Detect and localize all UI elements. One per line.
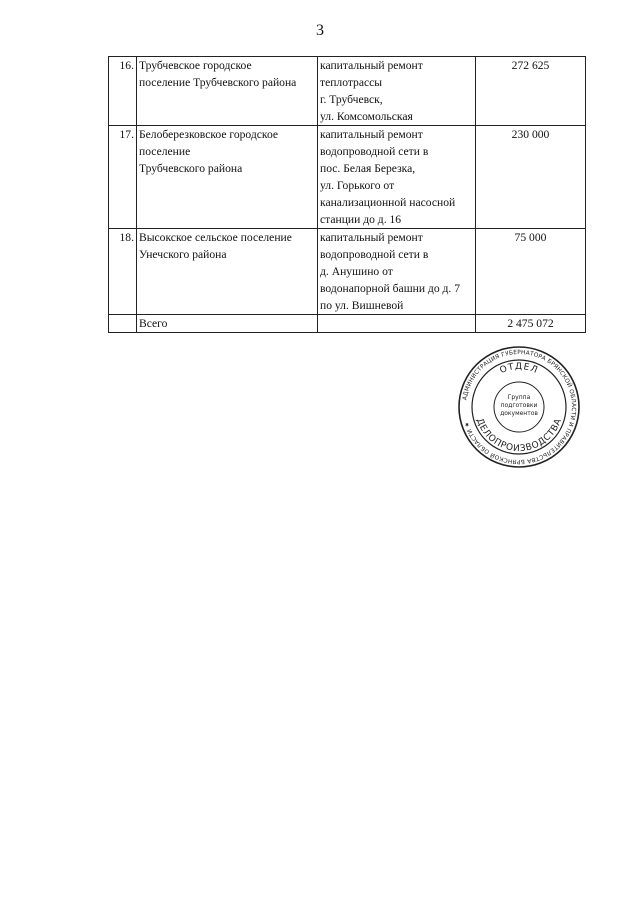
row-number: 17. bbox=[109, 126, 137, 229]
table-row bbox=[109, 229, 586, 315]
svg-text:документов: документов bbox=[500, 410, 538, 417]
stamp-seal-icon bbox=[457, 345, 581, 469]
page-number: 3 bbox=[316, 22, 324, 39]
amount: 230 000 bbox=[476, 126, 586, 229]
table-row bbox=[109, 126, 586, 229]
work-description: капитальный ремонт водопроводной сети в пос. Белая Березка, ул. Горького от канализационной насосной станции до д. 16 bbox=[318, 126, 476, 229]
svg-text:АДМИНИСТРАЦИЯ ГУБЕРНАТОРА БРЯН: АДМИНИСТРАЦИЯ ГУБЕРНАТОРА БРЯНСКОЙ ОБЛАСТИ И ПРАВИТЕЛЬСТВА БРЯНСКОЙ ОБЛАСТИ ★ bbox=[462, 349, 577, 465]
svg-text:ДЕЛОПРОИЗВОДСТВА: ДЕЛОПРОИЗВОДСТВА bbox=[473, 417, 565, 455]
svg-text:подготовки: подготовки bbox=[500, 402, 538, 409]
total-empty-cell bbox=[318, 315, 476, 333]
settlement-name: Трубчевское городское поселение Трубчевского района bbox=[137, 57, 318, 126]
work-description: капитальный ремонт водопроводной сети в д. Анушино от водонапорной башни до д. 7 по ул. Вишневой bbox=[318, 229, 476, 315]
amount: 75 000 bbox=[476, 229, 586, 315]
official-stamp bbox=[457, 345, 581, 469]
row-number: 16. bbox=[109, 57, 137, 126]
total-amount: 2 475 072 bbox=[476, 315, 586, 333]
table-row bbox=[109, 57, 586, 126]
amount: 272 625 bbox=[476, 57, 586, 126]
work-description: капитальный ремонт теплотрассы г. Трубчевск, ул. Комсомольская bbox=[318, 57, 476, 126]
svg-text:Группа: Группа bbox=[507, 394, 531, 401]
settlement-name: Белоберезковское городское поселение Трубчевского района bbox=[137, 126, 318, 229]
total-label: Всего bbox=[137, 315, 318, 333]
allocation-table bbox=[108, 56, 586, 333]
total-number-cell bbox=[109, 315, 137, 333]
row-number: 18. bbox=[109, 229, 137, 315]
total-row bbox=[109, 315, 586, 333]
svg-text:ОТДЕЛ: ОТДЕЛ bbox=[498, 361, 540, 377]
settlement-name: Высокское сельское поселение Унечского района bbox=[137, 229, 318, 315]
